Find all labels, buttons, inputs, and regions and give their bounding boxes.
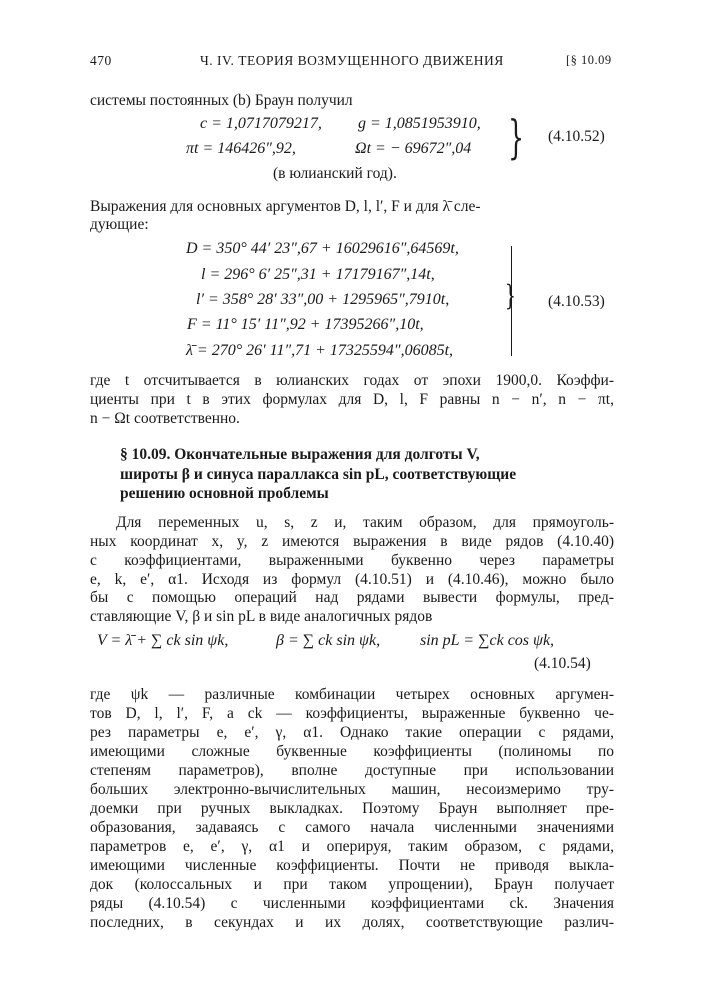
paragraph-brown-line-12: ряды (4.10.54) с численными коэффициентами ck. Значения [90, 895, 614, 912]
paragraph-arguments-line-2: дующие: [90, 216, 149, 233]
paragraph-epoch-line-2: циенты при t в этих формулах для D, l, F равны n − n′, n − πt, [90, 391, 614, 408]
paragraph-variables-line-3: с коэффициентами, выраженными буквенно через параметры [90, 552, 614, 569]
equation-F: F = 11° 15′ 11″,92 + 17395266″,10t, [187, 316, 424, 333]
section-heading-line-2: широты β и синуса параллакса sin pL, соответствующие [120, 466, 517, 483]
brace-point-icon: } [505, 279, 516, 312]
equation-D: D = 350° 44′ 23″,67 + 16029616″,64569t, [186, 240, 459, 257]
paragraph-brown-line-3: рез параметры e, e′, γ, α1. Однако такие операции с рядами, [90, 724, 614, 741]
equation-beta: β = ∑ ck sin ψk, [276, 632, 381, 649]
paragraph-brown-line-8: образования, задаваясь с самого начала численными значениями [90, 819, 614, 836]
section-reference: [§ 10.09 [566, 53, 612, 67]
paragraph-intro-line: системы постоянных (b) Браун получил [90, 92, 353, 109]
paragraph-arguments-line-1 [90, 198, 614, 216]
paragraph-variables-line-1: Для переменных u, s, z и, таким образом, для прямоуголь- [116, 514, 614, 531]
section-heading-line-3: решению основной проблемы [120, 485, 329, 502]
paragraph-brown-line-7: доемки при ручных выкладках. Поэтому Браун выполняет пре- [90, 800, 614, 817]
equation-pi-t: πt = 146426″,92, [186, 140, 296, 157]
julian-year-note: (в юлианский год). [273, 165, 397, 182]
paragraph-brown-line-1: где ψk — различные комбинации четырех основных аргумен- [90, 686, 614, 703]
paragraph-variables-line-2: ных координат x, y, z имеются выражения в виде рядов (4.10.40) [90, 533, 614, 550]
paragraph-brown-line-13: последних, в секундах и их долях, соответствующие различ- [90, 914, 614, 931]
arguments-text: Выражения для основных аргументов D, l, l′, F и для λ̄ сле- [90, 198, 481, 215]
paragraph-epoch-line-1: где t отсчитывается в юлианских годах от эпохи 1900,0. Коэффи- [90, 372, 614, 389]
equation-l-prime: l′ = 358° 28′ 33″,00 + 1295965″,7910t, [196, 291, 450, 308]
section-heading-line-1: § 10.09. Окончательные выражения для долготы V, [120, 446, 480, 463]
paragraph-epoch-line-3: n − Ωt соответственно. [90, 410, 240, 427]
equation-number-4-10-54: (4.10.54) [534, 655, 591, 672]
paragraph-brown-line-2: тов D, l, l′, F, а ck — коэффициенты, выраженные буквенно че- [90, 705, 614, 722]
paragraph-brown-line-9: параметров e, e′, γ, α1 и оперируя, таким образом, с рядами, [90, 838, 614, 855]
paragraph-brown-line-5: степеням параметров), вполне доступные при использовании [90, 762, 614, 779]
right-brace-icon: } [508, 110, 525, 164]
paragraph-brown-line-6: больших электронно-вычислительных машин, несоизмеримо тру- [90, 781, 614, 798]
equation-c: c = 1,0717079217, [200, 115, 322, 132]
equation-g: g = 1,0851953910, [358, 115, 481, 132]
paragraph-brown-line-10: имеющими численные коэффициенты. Почти не приводя выкла- [90, 857, 614, 874]
equation-lambda: λ̄ = 270° 26′ 11″,71 + 17325594″,06085t, [186, 342, 454, 359]
equation-number-4-10-53: (4.10.53) [548, 293, 605, 310]
equation-number-4-10-52: (4.10.52) [548, 128, 605, 145]
paragraph-variables-line-4: e, k, e′, α1. Исходя из формул (4.10.51) и (4.10.46), можно было [90, 571, 614, 588]
paragraph-brown-line-11: док (колоссальных и при таком упрощении), Браун получает [90, 876, 614, 893]
equation-l: l = 296° 6′ 25″,31 + 17179167″,14t, [201, 266, 435, 283]
chapter-title: Ч. IV. ТЕОРИЯ ВОЗМУЩЕННОГО ДВИЖЕНИЯ [200, 53, 504, 68]
equation-V: V = λ̄ + ∑ ck sin ψk, [97, 632, 229, 649]
equation-omega-t: Ωt = − 69672″,04 [355, 140, 472, 157]
equation-sin-pL: sin pL = ∑ck cos ψk, [420, 632, 555, 649]
paragraph-variables-line-6: ставляющие V, β и sin pL в виде аналогичных рядов [90, 608, 433, 625]
paragraph-variables-line-5: бы с помощью операций над рядами вывести формулы, пред- [90, 589, 614, 606]
page-number: 470 [90, 53, 112, 68]
paragraph-brown-line-4: имеющими сложные буквенные коэффициенты (полиномы по [90, 743, 614, 760]
